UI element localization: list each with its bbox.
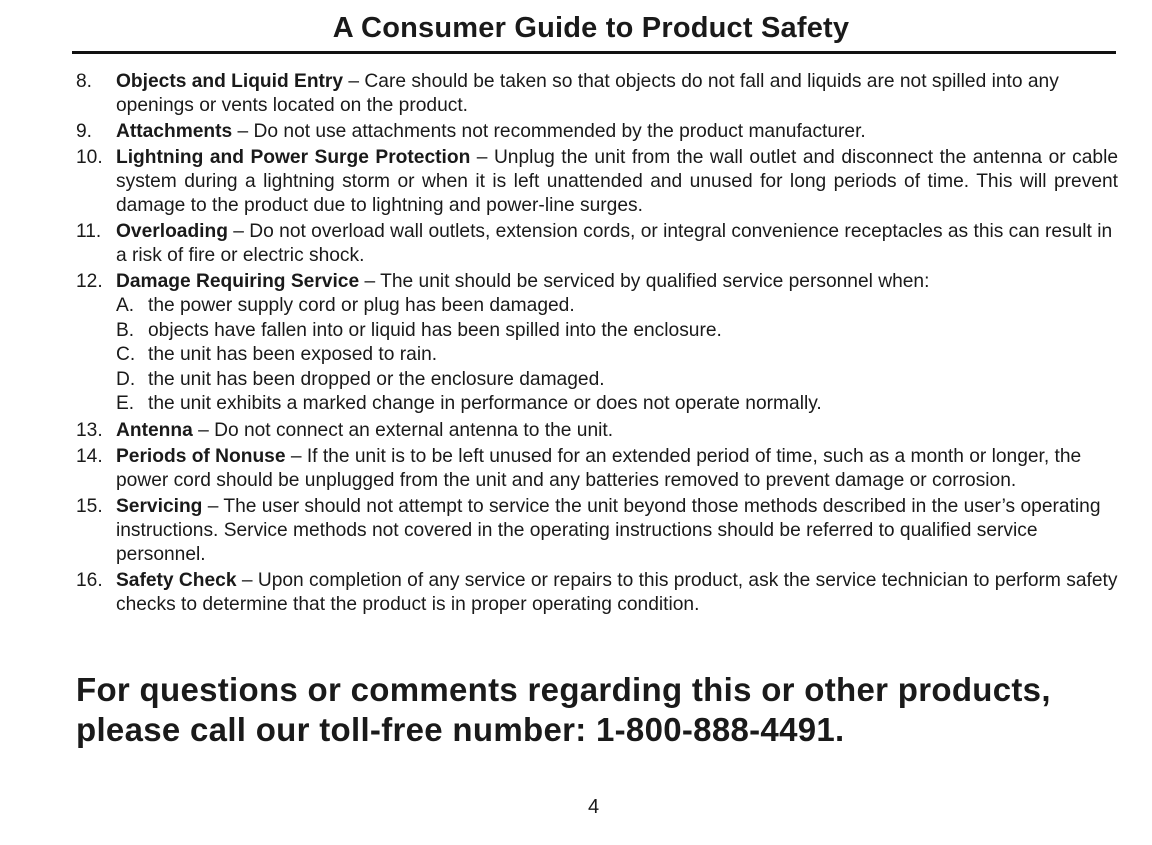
sub-item-letter: C. — [116, 344, 136, 365]
item-heading: Objects and Liquid Entry — [116, 71, 344, 92]
sub-item-text: the unit has been dropped or the enclosure damaged. — [148, 368, 605, 390]
item-number: 12. — [76, 271, 103, 292]
item-text: – Do not use attachments not recommended by the product manufacturer. — [232, 121, 866, 142]
item-heading: Attachments — [116, 121, 233, 142]
list-item — [0, 120, 1152, 144]
list-item — [0, 445, 1152, 493]
page-title: A Consumer Guide to Product Safety — [332, 12, 850, 44]
item-heading: Damage Requiring Service — [116, 271, 360, 292]
title-divider — [72, 51, 1116, 54]
sub-item-text: the power supply cord or plug has been damaged. — [148, 295, 575, 316]
item-heading: Lightning and Power Surge Protection — [116, 147, 471, 168]
list-item — [0, 419, 1152, 443]
sub-item — [116, 343, 1118, 368]
item-heading: Servicing — [116, 495, 203, 517]
sub-item — [116, 368, 1118, 393]
list-item — [0, 70, 1152, 118]
list-item — [0, 146, 1152, 218]
sub-item-letter: E. — [116, 393, 135, 414]
safety-list — [0, 70, 1152, 619]
item-number: 14. — [76, 445, 103, 467]
sub-item — [116, 392, 1118, 417]
item-text: – The unit should be serviced by qualified service personnel when: — [359, 271, 930, 292]
sub-item-text: objects have fallen into or liquid has been spilled into the enclosure. — [148, 319, 722, 341]
sub-item-letter: D. — [116, 368, 136, 390]
item-text: – If the unit is to be left unused for an extended period of time, such as a month or longer, the power cord should be unplugged from the unit and any batteries removed to prevent damage or corrosion. — [116, 445, 1082, 491]
list-item — [0, 220, 1152, 268]
sub-item-letter: A. — [116, 295, 135, 316]
sub-item — [116, 294, 1118, 319]
item-text: – Upon completion of any service or repairs to this product, ask the service technician to perform safety checks to determine that the product is in proper operating condition. — [116, 569, 1118, 615]
item-heading: Safety Check — [116, 569, 237, 591]
item-text: – Do not overload wall outlets, extension cords, or integral convenience receptacles as this can result in a risk of fire or electric shock. — [116, 221, 1113, 266]
item-number: 16. — [76, 569, 103, 591]
page-number: 4 — [588, 796, 600, 818]
contact-line-1: For questions or comments regarding this or other products, — [76, 671, 1051, 708]
item-number: 15. — [76, 495, 103, 517]
item-text: – Care should be taken so that objects do not fall and liquids are not spilled into any openings or vents located on the product. — [116, 71, 1059, 116]
item-heading: Overloading — [116, 221, 228, 242]
item-number: 9. — [76, 121, 93, 142]
item-number: 11. — [76, 221, 102, 242]
sub-item-text: the unit exhibits a marked change in performance or does not operate normally. — [148, 393, 822, 414]
list-item — [0, 270, 1152, 417]
item-text: – Do not connect an external antenna to the unit. — [192, 419, 614, 441]
sub-item — [116, 319, 1118, 344]
contact-line-2: please call our toll-free number: 1-800-888-4491. — [76, 711, 845, 748]
list-item — [0, 495, 1152, 567]
item-number: 10. — [76, 147, 103, 168]
item-text: – Unplug the unit from the wall outlet and disconnect the antenna or cable system during a lightning storm or when it is left unattended and unused for long periods of time. This will prevent damage to the product due to lightning and power-line surges. — [116, 147, 1118, 216]
item-heading: Periods of Nonuse — [116, 445, 286, 467]
sub-item-letter: B. — [116, 319, 135, 341]
contact-notice — [76, 670, 1136, 750]
sub-item-text: the unit has been exposed to rain. — [148, 344, 438, 365]
item-number: 13. — [76, 419, 103, 441]
item-text: – The user should not attempt to service the unit beyond those methods described in the user’s operating instructions. Service methods not covered in the operating instructions should be referred to qualified service personnel. — [116, 495, 1101, 565]
item-heading: Antenna — [116, 419, 193, 441]
list-item — [0, 569, 1152, 617]
item-number: 8. — [76, 71, 93, 92]
